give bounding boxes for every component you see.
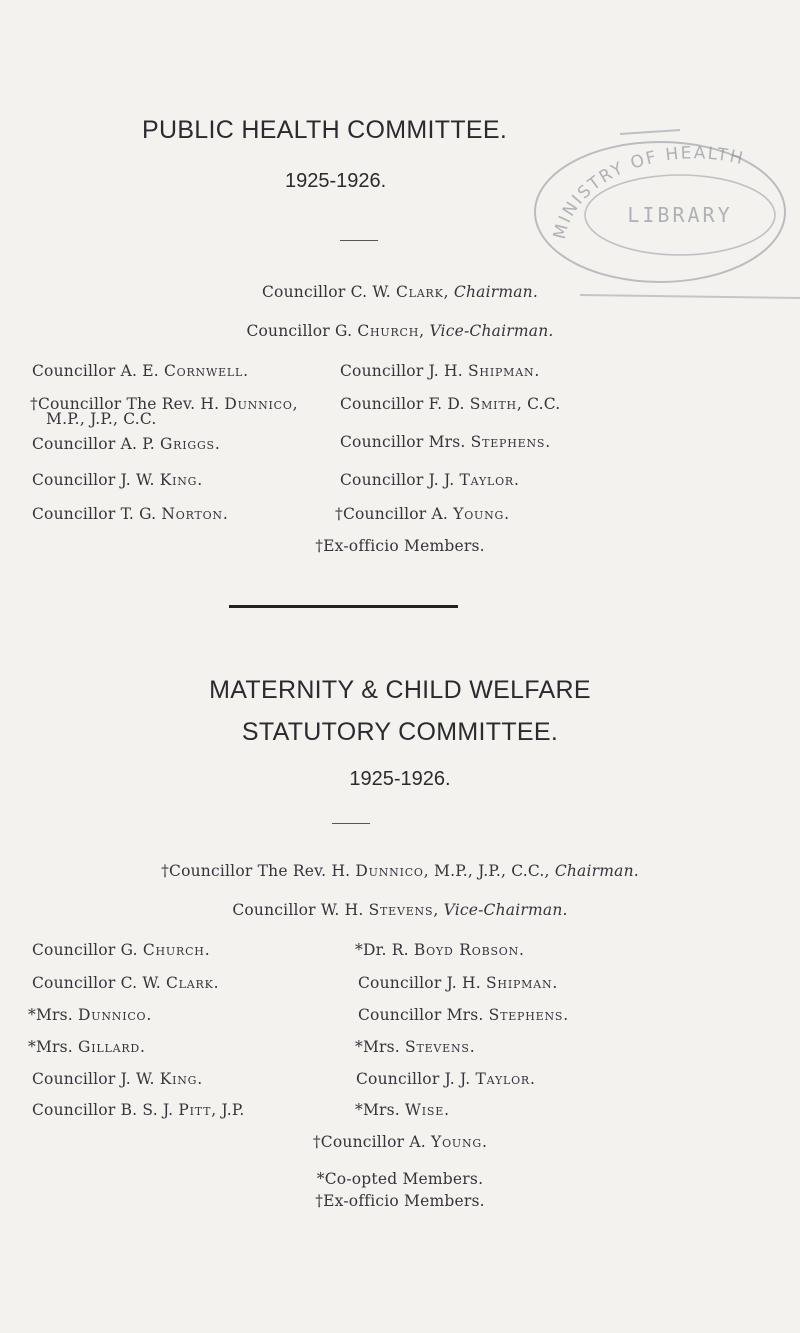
member-name: *Mrs. Gillard.: [28, 1038, 146, 1056]
member-name: Councillor B. S. J. Pitt, J.P.: [32, 1101, 245, 1119]
maternity-year: 1925-1926.: [349, 768, 451, 790]
member-name-continued: M.P., J.P., C.C.: [46, 410, 157, 428]
member-name: Councillor Mrs. Stephens.: [358, 1006, 569, 1024]
public-health-chairman: Councillor C. W. Clark, Chairman.: [262, 283, 538, 301]
maternity-title-line2: STATUTORY COMMITTEE.: [241, 718, 559, 746]
member-name: Councillor J. W. King.: [32, 1070, 203, 1088]
member-name: †Councillor A. Young.: [312, 1133, 488, 1151]
library-stamp: [520, 120, 800, 305]
maternity-vice-chairman: Councillor W. H. Stevens, Vice-Chairman.: [232, 901, 568, 919]
member-name: Councillor J. W. King.: [32, 471, 203, 489]
member-name: Councillor T. G. Norton.: [32, 505, 228, 523]
public-health-vice-chairman: Councillor G. Church, Vice-Chairman.: [246, 322, 554, 340]
member-name: Councillor C. W. Clark.: [32, 974, 219, 992]
coopted-footnote: *Co-opted Members.: [316, 1170, 484, 1188]
member-name: Councillor J. J. Taylor.: [340, 471, 520, 489]
member-name: *Dr. R. Boyd Robson.: [355, 941, 525, 959]
member-name: *Mrs. Dunnico.: [28, 1006, 152, 1024]
member-name: †Councillor The Rev. H. Dunnico,: [30, 395, 298, 413]
maternity-title-line1: MATERNITY & CHILD WELFARE: [209, 676, 591, 704]
stamp-center-text: LIBRARY: [627, 203, 733, 227]
member-name: Councillor G. Church.: [32, 941, 210, 959]
exofficio-footnote: †Ex-officio Members.: [315, 1192, 485, 1210]
public-health-year: 1925-1926.: [285, 170, 387, 192]
public-health-footnote: †Ex-officio Members.: [315, 537, 485, 555]
member-name: Councillor Mrs. Stephens.: [340, 433, 551, 451]
divider: [332, 823, 370, 824]
maternity-chairman: †Councillor The Rev. H. Dunnico, M.P., J.P., C.C., Chairman.: [161, 862, 639, 880]
member-name: *Mrs. Stevens.: [355, 1038, 475, 1056]
member-name: Councillor J. H. Shipman.: [340, 362, 540, 380]
member-name: Councillor J. J. Taylor.: [356, 1070, 536, 1088]
member-name: Councillor J. H. Shipman.: [358, 974, 558, 992]
member-name: Councillor A. P. Griggs.: [32, 435, 221, 453]
member-name: Councillor F. D. Smith, C.C.: [340, 395, 561, 413]
stamp-top-text: MINISTRY OF HEALTH: [549, 143, 747, 242]
divider: [340, 240, 378, 241]
member-name: Councillor A. E. Cornwell.: [32, 362, 249, 380]
member-name: †Councillor A. Young.: [335, 505, 510, 523]
member-name: *Mrs. Wise.: [355, 1101, 450, 1119]
section-divider: [229, 605, 458, 608]
public-health-title: PUBLIC HEALTH COMMITTEE.: [142, 116, 508, 144]
